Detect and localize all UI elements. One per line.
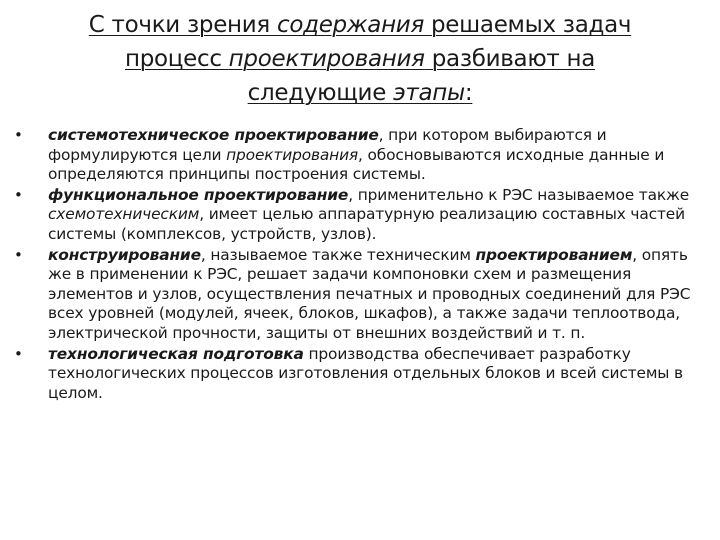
bullet-term: системотехническое проектирование [48,126,379,144]
bullet-marker: • [14,344,23,363]
bullet-item-functional-design [14,186,704,245]
bullet-text: , при котором выбираются и формулируются цели [48,126,607,164]
bullet-list [14,126,704,404]
bullet-item-construction [14,246,704,344]
bullet-marker: • [14,185,23,204]
title-text: решаемых задач [424,12,632,38]
slide-title [40,8,680,110]
bullet-term: технологическая подготовка [48,344,304,363]
bullet-marker: • [14,245,23,264]
title-emphasis: проектирования [228,46,425,72]
title-text: следующие [247,80,394,106]
title-emphasis: содержания [276,12,424,38]
title-text: С точки зрения [88,12,277,38]
bullet-emphasis: схемотехническим [48,205,200,224]
bullet-marker: • [14,126,23,144]
title-text: разбивают на [424,46,596,72]
bullet-text: , применительно к РЭС называемое также [348,185,690,204]
bullet-text: , опять же в применении к РЭС, решает задачи компоновки схем и размещения элементов и узлов, осуществления печатных и проводных соединений для РЭС всех уровней (модулей, ячеек, блоков, шкафов), а также задачи теплоотвода, электрической прочности, защиты от внешних воздействий и т. п. [48,245,691,342]
bullet-term: функциональное проектирование [48,185,349,204]
title-line-2 [40,42,680,76]
title-line-1 [40,8,680,42]
title-line-3 [40,76,680,110]
bullet-item-system-design [14,126,704,185]
bullet-emphasis: проектирования [226,145,359,164]
bullet-item-tech-preparation [14,345,704,404]
bullet-term: конструирование [48,245,201,264]
title-emphasis: этапы [393,80,465,106]
bullet-text: , обосновываются исходные данные и определяются принципы построения системы. [48,145,665,184]
bullet-term: проектированием [475,245,633,264]
title-text: : [464,80,473,106]
title-text: процесс [124,46,229,72]
bullet-text: , называемое также техническим [200,245,476,264]
bullet-text: производства обеспечивает разработку технологических процессов изготовления отдельных блоков и всей системы в целом. [48,344,683,402]
bullet-text: , имеет целью аппаратурную реализацию составных частей системы (комплексов, устройств, узлов). [48,205,685,243]
